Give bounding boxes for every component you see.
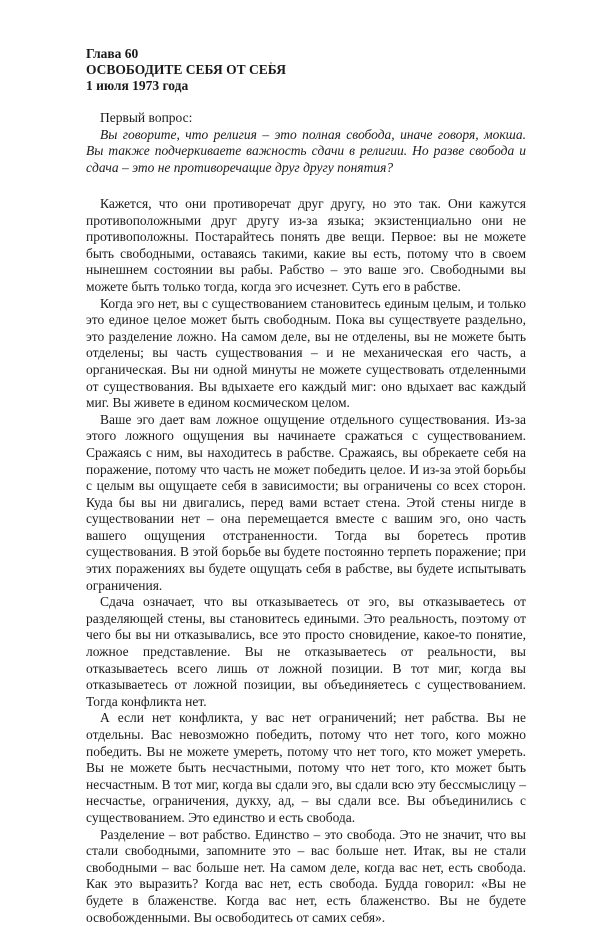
paragraph-2: Когда эго нет, вы с существованием становитесь единым целым, и только это единое целое может быть свободным. Пока вы существуете раздельно, это разделение ложно. На самом деле, вы не отделены, вы не можете быть отделены; вы часть существования – и не механическая его часть, а органическая. Вы ни одной минуты не можете существовать отделенными от существования. Вы вдыхаете его каждый миг: оно вдыхает вас каждый миг. Вы живете в едином космическом целом. — [86, 295, 526, 411]
book-page — [86, 46, 526, 926]
answer-body — [86, 196, 526, 926]
question-label: Первый вопрос: — [100, 110, 193, 125]
paragraph-6: Разделение – вот рабство. Единство – это свобода. Это не значит, что вы стали свободными, запомните это – вас больше нет. Итак, вы не стали свободными – вас больше нет. На самом деле, когда вас нет, есть свобода. Как это выразить? Когда вас нет, есть свобода. Будда говорил: «Вы не будете в блаженстве. Когда вас нет, есть блаженство. Вы не будете освобожденными. Вы освободитесь от самих себя». — [86, 826, 526, 925]
question-text: Вы говорите, что религия – это полная свобода, иначе говоря, мокша. Вы также подчеркиваете важность сдачи в религии. Но разве свобода и сдача – это не противоречащие друг другу понятия? — [86, 126, 526, 175]
paragraph-1: Кажется, что они противоречат друг другу, но это так. Они кажутся противоположными друг другу из-за языка; экзистенциально они не противоположны. Постарайтесь понять две вещи. Первое: вы не можете быть свободными, оставаясь такими, какие вы есть, потому что в своем нынешнем состоянии вы рабы. Рабство – это ваше эго. Свободными вы можете быть только тогда, когда эго исчезнет. Суть его в рабстве. — [86, 196, 526, 294]
paragraph-4: Сдача означает, что вы отказываетесь от эго, вы отказываетесь от разделяющей стены, вы становитесь едиными. Это реальность, поэтому от чего бы вы ни отказывались, все это просто сновидение, какое-то понятие, ложное представление. Вы не отказываетесь от реальности, вы отказываетесь всего лишь от ложной позиции. В тот миг, когда вы отказываетесь от ложной позиции, вы объединяетесь с существованием. Тогда конфликта нет. — [86, 594, 526, 709]
chapter-title: ОСВОБОДИТЕ СЕБЯ ОТ СЕБЯ — [86, 62, 286, 77]
chapter-number: Глава 60 — [86, 46, 139, 61]
paragraph-3: Ваше эго дает вам ложное ощущение отдельного существования. Из-за этого ложного ощущения вы начинаете сражаться с существованием. Сражаясь с ним, вы находитесь в рабстве. Сражаясь, вы обрекаете себя на поражение, потому что часть не может победить целое. И из-за этой борьбы с целым вы ощущаете себя в зависимости; вы ограничены со всех сторон. Куда бы вы ни двигались, перед вами встает стена. Этой стены нигде в существовании нет – она перемещается вместе с вашим эго, оно часть вашего ощущения отстраненности. Тогда вы боретесь против существования. В этой борьбе вы будете постоянно терпеть поражение; при этих поражениях вы будете ощущать себя в рабстве, вы будете испытывать ограничения. — [86, 411, 526, 593]
paragraph-5: А если нет конфликта, у вас нет ограничений; нет рабства. Вы не отдельны. Вас невозможно победить, потому что нет того, кого можно победить. Вы не можете умереть, потому что нет того, кто может умереть. Вы не можете быть несчастными, потому что нет того, кто может быть несчастным. В тот миг, когда вы сдали эго, вы сдали всю эту бессмыслицу – несчастье, ограничения, дукху, ад, – вы сдали все. Вы объединились с существованием. Это единство и есть свобода. — [86, 710, 526, 825]
chapter-date: 1 июля 1973 года — [86, 78, 189, 93]
